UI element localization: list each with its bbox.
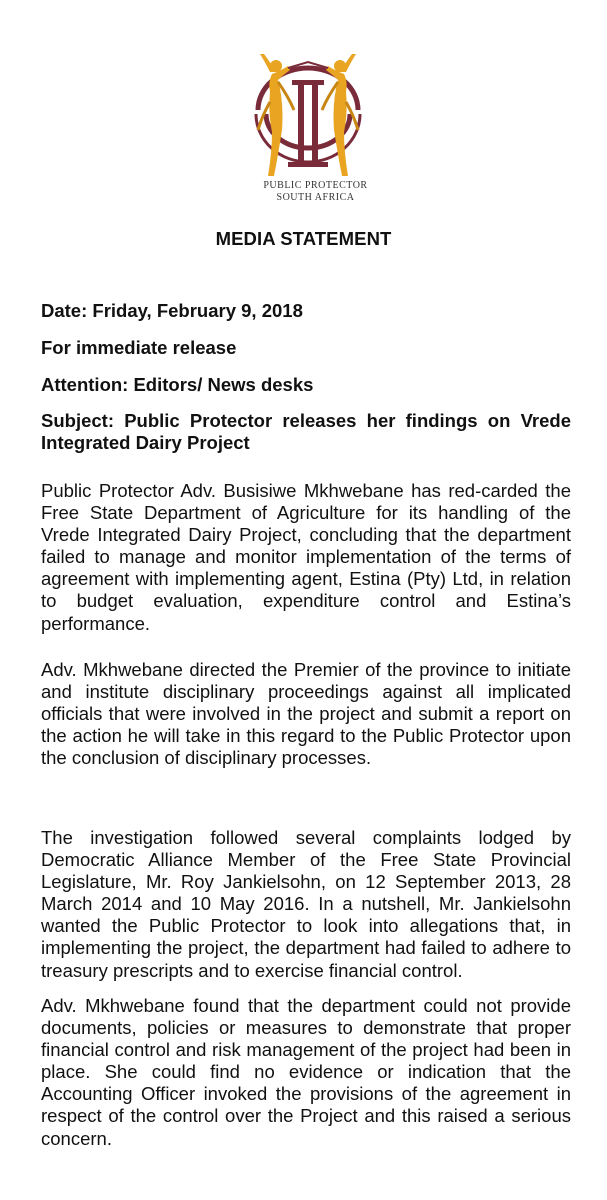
body-paragraph-3: The investigation followed several complaints lodged by Democratic Alliance Member of the Free State Provincial Legislature, Mr. Roy Jankielsohn, on 12 September 2013, 28 March 2014 and 10 May 2016. In a nutshell, Mr. Jankielsohn wanted the Public Protector to look into allegations that, in implementing the project, the department had failed to adhere to treasury prescripts and to exercise financial control. [41, 827, 571, 981]
public-protector-emblem-icon [248, 52, 368, 180]
attention-line: Attention: Editors/ News desks [41, 374, 314, 395]
body-paragraph-1: Public Protector Adv. Busisiwe Mkhwebane has red-carded the Free State Department of Agriculture for its handling of the Vrede Integrated Dairy Project, concluding that the department failed to manage and monitor implementation of the terms of agreement with implementing agent, Estina (Pty) Ltd, in relation to budget evaluation, expenditure control and Estina’s performance. [41, 480, 571, 634]
body-paragraph-2: Adv. Mkhwebane directed the Premier of the province to initiate and institute disciplinary proceedings against all implicated officials that were involved in the project and submit a report on the action he will take in this regard to the Public Protector upon the conclusion of disciplinary processes. [41, 659, 571, 769]
logo-text-line2: SOUTH AFRICA [276, 192, 355, 203]
public-protector-logo [0, 40, 607, 220]
body-paragraph-4: Adv. Mkhwebane found that the department could not provide documents, policies or measures to demonstrate that proper financial control and risk management of the project had been in place. She could find no evidence or indication that the Accounting Officer invoked the provisions of the agreement in respect of the control over the Project and this raised a serious concern. [41, 995, 571, 1149]
logo-text-line1: PUBLIC PROTECTOR [263, 180, 368, 191]
release-line: For immediate release [41, 337, 237, 358]
page-title: MEDIA STATEMENT [215, 228, 392, 249]
date-line: Date: Friday, February 9, 2018 [41, 300, 303, 321]
subject-line: Subject: Public Protector releases her findings on Vrede Integrated Dairy Project [41, 410, 571, 453]
